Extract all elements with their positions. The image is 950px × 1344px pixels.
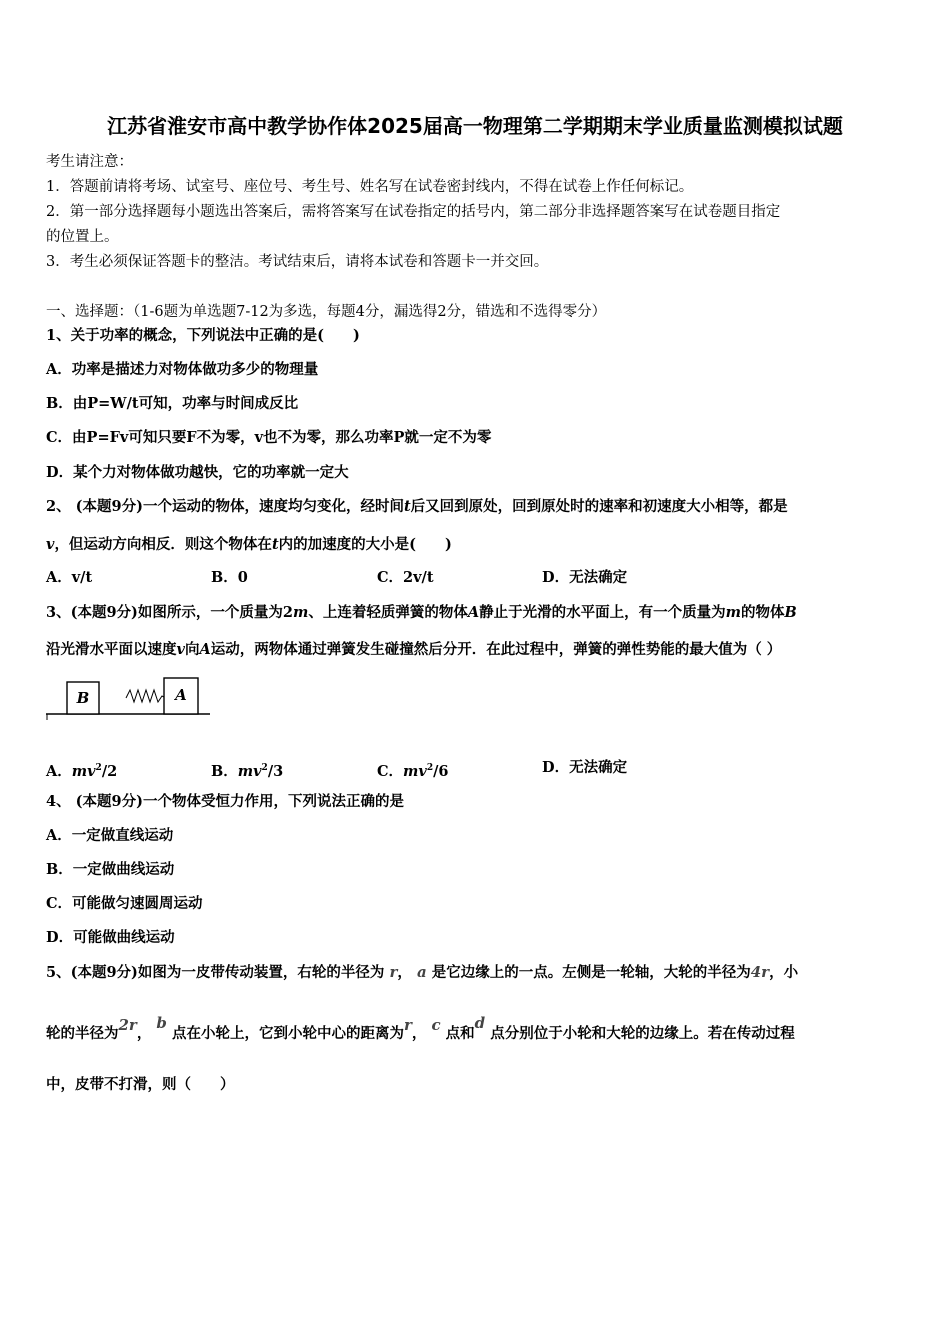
q1-option-a: A．功率是描述力对物体做功多少的物理量 (46, 361, 319, 378)
q5-stem-line1: 5、(本题9分)如图为一皮带传动装置，右轮的半径为 r， a 是它边缘上的一点。左侧是一轮轴，大轮的半径为4r，小 (46, 963, 799, 981)
notice-item-2-cont: 的位置上。 (46, 229, 119, 245)
q3-option-b-sup: 2 (261, 763, 268, 773)
block-a-label: A (175, 686, 187, 704)
q4-stem: 4、 (本题9分)一个物体受恒力作用，下列说法正确的是 (46, 793, 404, 810)
q1-stem: 1、关于功率的概念，下列说法中正确的是( ) (46, 327, 360, 344)
q2-option-b: B．0 (211, 569, 248, 586)
q1-option-c: C．由P=Fv可知只要F不为零，v也不为零，那么功率P就一定不为零 (46, 429, 492, 446)
page-title: 江苏省淮安市高中教学协作体2025届高一物理第二学期期末学业质量监测模拟试题 (107, 114, 843, 138)
notice-header: 考生请注意： (46, 154, 133, 170)
q5-stem-line2: 轮的半径为2r， b 点在小轮上，它到小轮中心的距离为r， c 点和d 点分别位于小轮和大轮的边缘上。若在传动过程 (46, 1014, 795, 1042)
spring-collision-figure (46, 676, 216, 724)
spring (126, 690, 166, 702)
q3-option-b: B．$mv^2/3$ (211, 762, 284, 780)
notice-item-3: 3．考生必须保证答题卡的整洁。考试结束后，请将本试卷和答题卡一并交回。 (46, 254, 549, 270)
q5-stem-line3: 中，皮带不打滑，则（ ） (46, 1076, 235, 1093)
block-b-label: B (76, 689, 90, 707)
q2-stem-line2: v，但运动方向相反．则这个物体在t内的加速度的大小是( ) (46, 536, 452, 553)
q3-option-d: D．无法确定 (542, 759, 628, 776)
q3-option-c-sup: 2 (426, 763, 434, 773)
q2-option-c: C．2v/t (377, 569, 434, 586)
q1-option-d: D．某个力对物体做功越快，它的功率就一定大 (46, 464, 349, 481)
notice-item-2: 2．第一部分选择题每小题选出答案后，需将答案写在试卷指定的括号内，第二部分非选择题答案写在试卷题目指定 (46, 204, 781, 220)
q3-option-c: C．$mv^2/6$ (377, 762, 449, 780)
q4-option-d: D．可能做曲线运动 (46, 929, 175, 946)
section-heading: 一、选择题：（1-6题为单选题7-12为多选，每题4分，漏选得2分，错选和不选得零分） (46, 304, 607, 320)
q4-option-c: C．可能做匀速圆周运动 (46, 895, 203, 912)
q3-stem-line1: 3、(本题9分)如图所示，一个质量为2m、上连着轻质弹簧的物体A静止于光滑的水平面上，有一个质量为m的物体B (46, 604, 797, 621)
notice-item-1: 1．答题前请将考场、试室号、座位号、考生号、姓名写在试卷密封线内，不得在试卷上作任何标记。 (46, 179, 694, 195)
q3-stem-line2: 沿光滑水平面以速度v向A运动，两物体通过弹簧发生碰撞然后分开．在此过程中，弹簧的弹性势能的最大值为（ ） (46, 641, 782, 658)
q2-option-d: D．无法确定 (542, 569, 628, 586)
q4-option-b: B．一定做曲线运动 (46, 861, 175, 878)
q2-option-a: A．v/t (46, 569, 93, 586)
q3-option-a-sup: 2 (95, 763, 102, 773)
q4-option-a: A．一定做直线运动 (46, 827, 174, 844)
q3-option-a: A．$mv^2/2$ (46, 762, 118, 780)
q1-option-b: B．由P=W/t可知，功率与时间成反比 (46, 395, 299, 412)
q2-stem-line1: 2、 (本题9分)一个运动的物体，速度均匀变化，经时间t后又回到原处，回到原处时的速率和初速度大小相等，都是 (46, 498, 788, 515)
